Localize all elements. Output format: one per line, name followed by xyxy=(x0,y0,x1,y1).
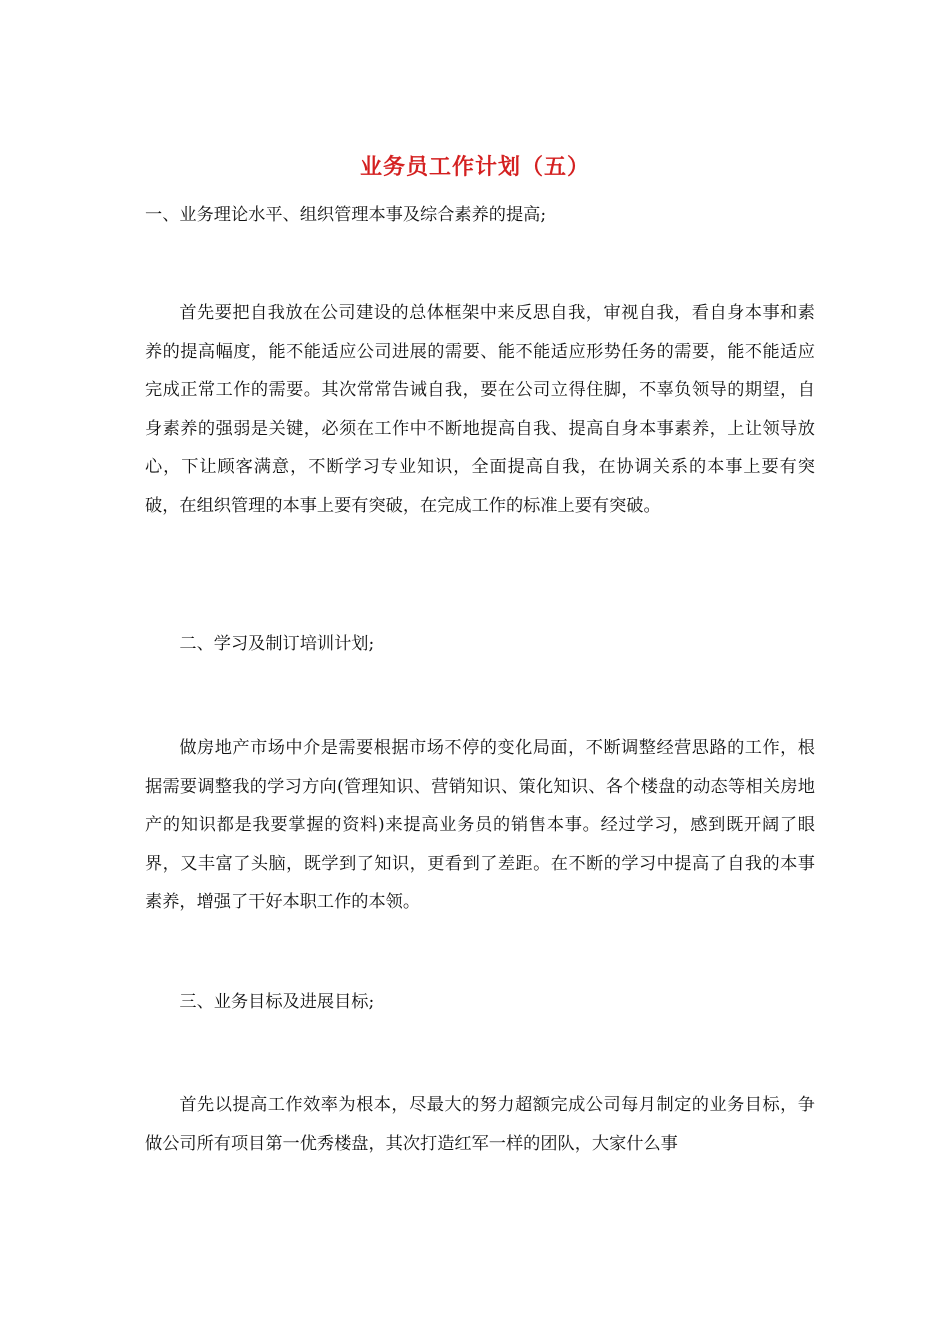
section-heading-3: 三、业务目标及进展目标; xyxy=(179,992,375,1012)
section-paragraph-3: 首先以提高工作效率为根本，尽最大的努力超额完成公司每月制定的业务目标，争做公司所有项目第一优秀楼盘，其次打造红军一样的团队，大家什么事 xyxy=(145,1095,815,1154)
section-paragraph-1: 首先要把自我放在公司建设的总体框架中来反思自我，审视自我，看自身本事和素养的提高幅度，能不能适应公司进展的需要、能不能适应形势任务的需要，能不能适应完成正常工作的需要。其次常常告诫自我，要在公司立得住脚，不辜负领导的期望，自身素养的强弱是关键，必须在工作中不断地提高自我、提高自身本事素养，上让领导放心，下让顾客满意，不断学习专业知识，全面提高自我，在协调关系的本事上要有突破，在组织管理的本事上要有突破，在完成工作的标准上要有突破。 xyxy=(145,303,815,516)
section-paragraph-2: 做房地产市场中介是需要根据市场不停的变化局面，不断调整经营思路的工作，根据需要调整我的学习方向(管理知识、营销知识、策化知识、各个楼盘的动态等相关房地产的知识都是我要掌握的资料)来提高业务员的销售本事。经过学习，感到既开阔了眼界，又丰富了头脑，既学到了知识，更看到了差距。在不断的学习中提高了自我的本事素养，增强了干好本职工作的本领。 xyxy=(145,738,815,912)
document-title: 业务员工作计划（五） xyxy=(359,154,590,180)
section-heading-2: 二、学习及制订培训计划; xyxy=(179,634,375,654)
section-heading-1: 一、业务理论水平、组织管理本事及综合素养的提高; xyxy=(145,205,547,225)
